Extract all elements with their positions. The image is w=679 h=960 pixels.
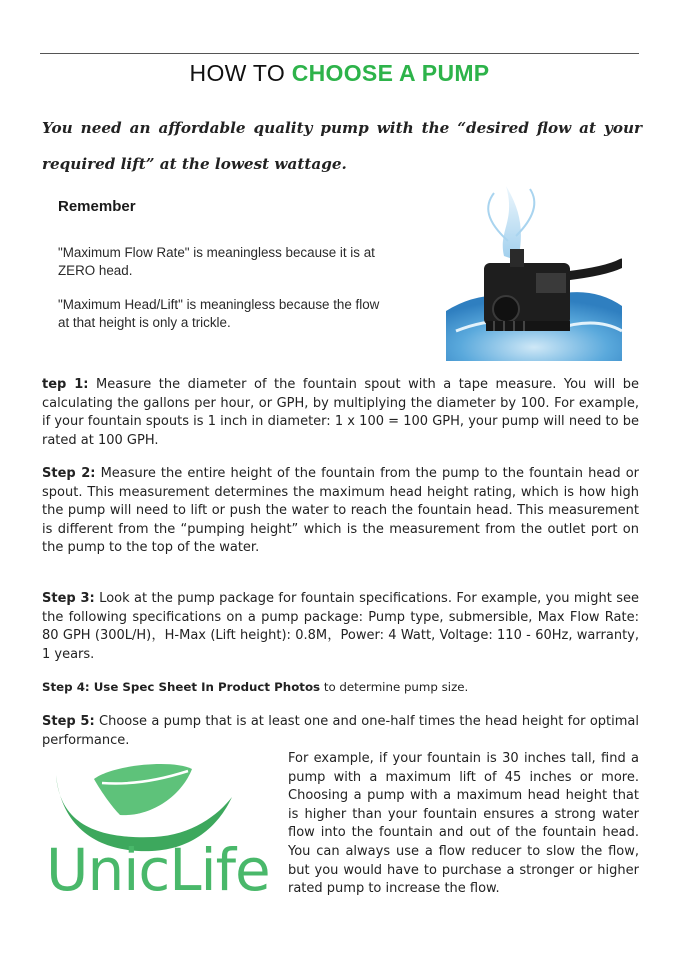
step-2-label: Step 2: bbox=[42, 466, 96, 481]
step-3 bbox=[42, 590, 639, 664]
page-title bbox=[0, 60, 679, 87]
top-rule bbox=[40, 53, 639, 54]
step-4 bbox=[42, 678, 639, 697]
title-part-choose: CHOOSE A PUMP bbox=[291, 60, 490, 86]
step-1 bbox=[42, 376, 639, 450]
intro-text: You need an affordable quality pump with the “desired flow at your required lift” at the lowest wattage. bbox=[42, 119, 642, 173]
step-5-text: Choose a pump that is at least one and one-half times the head height for optimal performance. bbox=[42, 714, 639, 748]
step-3-text: Look at the pump package for fountain specifications. For example, you might see the following specifications on a pump package: Pump type, submersible, Max Flow Rate: 80 GPH (300L/H)，H-Max (Lift height): 0.8M，Power: 4 Watt, Voltage: 110 - 60Hz, warranty, 1 years. bbox=[42, 591, 639, 662]
step-1-label: tep 1: bbox=[42, 377, 89, 392]
remember-heading: Remember bbox=[58, 198, 136, 215]
step-2 bbox=[42, 465, 639, 558]
step-1-text: Measure the diameter of the fountain spout with a tape measure. You will be calculating the gallons per hour, or GPH, by multiplying the diameter by 100. For example, if your fountain spouts is 1 inch in diameter: 1 x 100 = 100 GPH, your pump will need to be rated at 100 GPH. bbox=[42, 377, 639, 448]
step-5-example: For example, if your fountain is 30 inches tall, find a pump with a maximum lift of 45 inches or more. Choosing a pump with a maximum head height that is higher than your fountain ensures a strong water flow into the fountain and out of the fountain head. You can always use a flow reducer to slow the flow, but you would have to purchase a stronger or higher rated pump to increase the flow. bbox=[288, 751, 639, 897]
step-5-label: Step 5: bbox=[42, 714, 95, 729]
step-4-label: Step 4: Use Spec Sheet In Product Photos bbox=[42, 680, 321, 694]
step-5 bbox=[42, 713, 639, 750]
uniclife-logo-text: UnicLife bbox=[46, 836, 270, 904]
step-2-text: Measure the entire height of the fountain from the pump to the fountain head or spout. This measurement determines the maximum head height rating, which is how high the pump will need to lift or push the water to reach the fountain head. This measurement is different from the “pumping height” which is the measurement from the outlet port on the pump to the top of the water. bbox=[42, 466, 639, 555]
remember-flow-rate: "Maximum Flow Rate" is meaningless because it is at ZERO head. bbox=[58, 245, 375, 278]
remember-head-lift: "Maximum Head/Lift" is meaningless because the flow at that height is only a trickle. bbox=[58, 297, 380, 330]
pump-photo bbox=[446, 181, 622, 361]
title-part-how-to: HOW TO bbox=[189, 60, 292, 86]
step-4-text: to determine pump size. bbox=[320, 680, 469, 694]
step-3-label: Step 3: bbox=[42, 591, 95, 606]
